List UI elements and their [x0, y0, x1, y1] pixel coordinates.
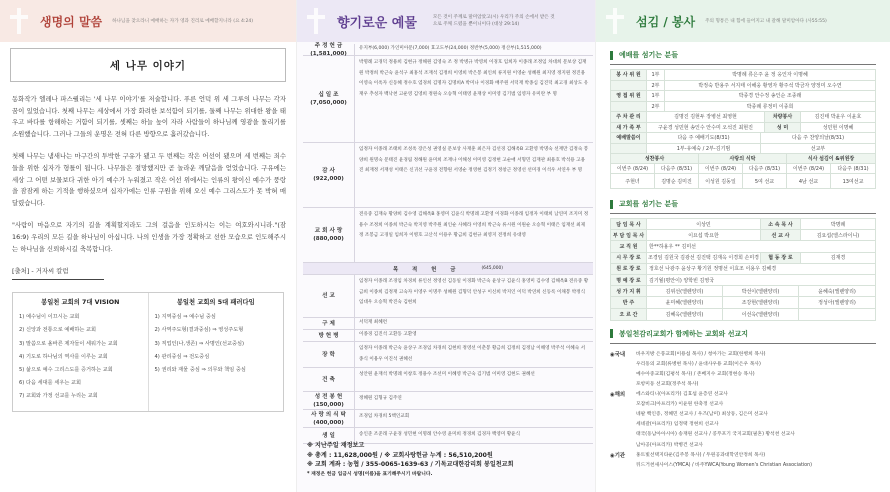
offering-row [303, 208, 593, 263]
church-section-label: 교회를 섬기는 분들 [619, 200, 678, 208]
church-row [611, 309, 875, 320]
vision-title: 봉일천 교회의 7대 VISION [41, 299, 120, 307]
mission-text: 바우지방 은풍교회(이용섭 목사) / 청아가는 교회(한병희 목사) [636, 351, 766, 357]
worship-cell [611, 144, 647, 154]
mission-list [610, 350, 876, 471]
section-marker [610, 51, 613, 60]
church-cell: 반 주 [611, 297, 647, 307]
service-header-verse: 주의 형통은 내 힘에 들어지고 내 갈해 말미암아다 (사55:55) [705, 18, 827, 24]
worship-cell: 1부 [647, 91, 665, 101]
worship-cell [611, 81, 647, 91]
church-cell: 한**하용우 ** 김미선 [649, 243, 696, 250]
mission-text: 뒤드거천새사이스(YMCA) / 바주YWCA(Young Women's Christian Association) [636, 462, 812, 468]
offering-row [303, 318, 593, 330]
divider [610, 343, 876, 344]
summary-line: ※ 지난주일 재정보고 [307, 442, 365, 449]
mission-offering-bar [303, 263, 593, 275]
vision-item: 4) 기도로 하나님의 역사를 이루는 교회 [19, 353, 108, 360]
mission-region: ◉기관 [610, 452, 626, 459]
sermon-paragraph: 첫째 나무는 냄새나는 마구간의 투박한 구유가 됐고 두 번째는 작은 어선이 됐으며 세 번째는 죄수들을 위한 십자가 형틀이 됩니다. 나무들은 절망했지만 곧 놀라운 깨달음을 얻었습니다. 구유에는 세상 그 어떤 보물보다 귀한 아기 예수가 누워졌고 작은 어선 위에서는 인류의 왕이신 예수가 풍랑을 잠잠케 하는 기적을 행하셨으며 십자가에는 인류 구원을 위해 오신 예수 그리스도가 못 박혀 매달렸습니다. [12, 152, 286, 207]
offering-table [303, 44, 593, 444]
service-date-cell: 다음주 (8/31) [655, 164, 699, 173]
offering-donors: 정혜원 김형규 김주연 [359, 396, 402, 401]
offering-header [297, 0, 595, 42]
mission-text: 포항미동 선교회(정주석 목사) [636, 381, 699, 387]
mission-item [610, 420, 876, 430]
sermon-paragraph: "사람이 마음으로 자기의 길을 계획할지라도 그의 걸음을 인도하시는 이는 여호와시니라."(잠 16:9) 우리의 모든 길을 하나님이 아십니다. 나의 인생을 가장 정확하고 선한 모습으로 인도해주시는 하나님을 신뢰하시길 축복합니다. [12, 221, 286, 253]
offering-category [303, 318, 355, 329]
worship-row [611, 112, 875, 123]
worship-cell: 박명례 류은주 윤 정 옹인자 이명혜 [732, 72, 808, 79]
worship-section-label: 예배를 섬기는 분들 [619, 51, 678, 59]
divider [12, 279, 104, 280]
mission-section-label: 봉일천감리교회가 함께하는 교회와 선교지 [619, 329, 749, 338]
offering-category [303, 56, 355, 142]
offering-category-name: 십 일 조 [318, 92, 339, 98]
offering-donors: 임정자 이종래 조태희 조성옥 장은성 권영실 문보상 사재훈 최은자 김선경 김해옥B 고환영 박명숙 선재만 김정숙 봉양희 원명숙 문태진 윤경림 정해원 윤미희 조재나 이해성 이미영 김정현 고순애 서형민 김재관 최용호 박석용 고용진 최재정 서재성 이태은 신귀선 구윤경 전향원 서영순 정영현 김정기 정창근 정영선 선미경 이석우 서연우 부 명 [359, 147, 589, 174]
section-marker [610, 200, 613, 209]
offering-header-verse: 모든 것이 주께로 말미암았고(시) 우리가 주의 손에서 받은 것으로 주께 드렸을 뿐이니이다 (대상 29:14) [432, 15, 555, 27]
offering-category-name: 성 전 봉 헌 [314, 393, 343, 400]
church-cell: 조강현(엘렌양리) [723, 297, 799, 307]
worship-section-title [610, 50, 890, 60]
offering-category-name: 건 축 [322, 376, 335, 383]
service-header-cell: 사랑의 식탁 [699, 154, 787, 163]
mission-region [610, 380, 636, 390]
sermon-header [0, 0, 296, 42]
worship-cell: 김명진 김현두 장병선 최영현 [647, 112, 765, 122]
mission-region [610, 360, 636, 370]
offering-category-amount: (1,581,000) [310, 50, 347, 57]
service-date-row [611, 164, 875, 174]
church-cell: 시 무 장 로 [611, 253, 647, 263]
offering-donors: 성안원 윤재석 박명례 이창호 정용수 조선미 이혜영 박근숙 김기범 이미영 김현도 권혜선 [359, 372, 535, 377]
paradigm-item: 5) 권리와 재물 중심 ⇒ 의무와 책임 중심 [154, 366, 246, 373]
offering-donors: 임정자 이종래 조경임 차경희 류인선 정영선 김동일 이경화 박근숙 윤상구 김윤식 홍영미 김수영 김해옥B 전유중 황금희 이종희 김정재 고숙자 이영우 이명주 성혜원 김형덕 안성구 이신희 박지인 이덕 박연희 신동록 이채봉 박정식 임대우 오승혁 박진숙 김현희 [359, 279, 589, 306]
church-section-title [610, 199, 890, 209]
worship-cell: 박정숙 반용주 서지태 이해웅 황영자 황주석 박금자 양정미 오수연 [698, 82, 842, 89]
divider [610, 213, 876, 214]
offering-category-amount: (150,000) [313, 401, 344, 408]
offering-donors: 유지부(6,000) 가인미아문(7,000) 효고도부(24,000) 정반부(5,000) 정산부(1,515,000) [359, 46, 542, 52]
church-cell [799, 309, 875, 320]
church-cell: 김위선(엘렌양리) [647, 286, 723, 296]
mission-item [610, 451, 876, 461]
church-cell: 김요섭(엘스라이니) [816, 232, 860, 239]
vision-item: 6) 다음 세대를 세우는 교회 [19, 380, 82, 387]
paradigm-item: 1) 지역중심 ⇒ 예수님 중심 [154, 314, 216, 321]
worship-cell: 다음 주 찬양의날(8/31) [791, 135, 845, 142]
mission-region [610, 441, 636, 451]
worship-row [611, 81, 875, 92]
service-date-cell: 다음주 (8/31) [837, 166, 869, 172]
offering-row [303, 56, 593, 143]
mission-region: ◉국내 [610, 351, 626, 358]
church-cell: 부 담 임 목 사 [611, 230, 647, 240]
paradigm-item: 3) 직업인(나,생존) ⇒ 사명인(선교중심) [154, 340, 245, 347]
mission-region [610, 461, 636, 471]
church-cell: 조경임 김원국 김광선 김진택 김재옥 이경희 손미경 [647, 253, 761, 263]
mission-region [610, 370, 636, 380]
paradigm-item: 4) 관리중심 ⇒ 전도중심 [154, 353, 210, 360]
church-cell: 박명례 [830, 221, 846, 228]
worship-cell: 2부 [647, 81, 665, 91]
worship-row [611, 91, 875, 102]
sermon-paragraph: 동화작가 엘레나 파스퀄리는 '세 나무 이야기'를 저술합니다. 푸른 언덕 위 세 그루의 나무는 각자 꿈이 있었습니다. 첫째 나무는 세상에서 가장 화려한 보석함이 되기를, 둘째 나무는 위대한 왕을 태우고 바다를 항해하는 거함이 되기를, 셋째는 하늘 높이 자라 사람들이 하나님께 영광을 돌리기를 소원했습니다. 그러나 그들의 운명은 전혀 다른 방향으로 흘러갔습니다. [12, 95, 286, 138]
offering-category-amount: (880,000) [313, 236, 344, 242]
vision-box [12, 292, 284, 412]
offering-row [303, 392, 593, 410]
church-cell: 성 가 지 휘 [611, 286, 647, 296]
worship-cell: 선교부 [810, 145, 826, 152]
service-name-cell: 주현녀 [611, 174, 655, 188]
offering-category-name: 구 제 [322, 320, 335, 327]
service-name-cell: 4남 선교 [787, 174, 831, 188]
offering-category [303, 275, 355, 317]
mission-item [610, 400, 876, 410]
service-header-title: 섬김 / 봉사 [636, 14, 696, 29]
church-row [611, 297, 875, 308]
mission-text: 모잠비크(아프리카) 이윤원 한축정 선교사 [636, 402, 724, 408]
worship-cell: 주 차 관 리 [611, 112, 647, 122]
offering-category [303, 392, 355, 409]
mission-text: 홍트빛선택지타운(김주봉 목사) / 두원공과대학연안정희 목사) [636, 452, 766, 458]
offering-category [303, 208, 355, 262]
sermon-header-verse: 하나님을 찾으라니 예배하는 자가 영과 진리로 예배할지니라 (요 4:24) [112, 18, 254, 24]
mission-region: ◉해외 [610, 392, 626, 399]
offering-header-title: 향기로운 예물 [337, 15, 417, 31]
service-date-cell: 이번주 (8/24) [699, 164, 743, 173]
service-name-cell: 13여선교 [842, 178, 864, 185]
offering-donors: 전유중 김재숙 황양희 김수영 김해옥B 홍영미 김윤식 박명례 고환영 이경화 이종래 임정자 이태희 남연미 조지미 정용수 조정희 이종희 박근숙 박지영 박주원 최인순 사혜라 이영희 박근숙 류시원 이원순 오승혁 이태은 임재선 최제정 조봉금 고경일 임희자 이병호 고산석 이용우 황금희 김현규 최영지 전정희 유대영 [359, 212, 589, 239]
service-column [595, 0, 890, 492]
service-header-cell: 식사 섬김이 &위원장 [787, 154, 875, 163]
mission-item [610, 370, 876, 380]
church-row [611, 230, 875, 241]
worship-cell: 박종례 류정미 이종희 [746, 103, 794, 110]
summary-note: * 재정은 헌금 입금시 성명(이름)을 표기해주시기 바랍니다. [307, 471, 433, 477]
church-row [611, 241, 875, 252]
mission-text: 태국(동남아아시아) 송재원 선교사 / 콩푸포기 국지교회(필혼) 황석천 선교사 [636, 432, 795, 438]
church-row [611, 219, 875, 230]
sermon-column [0, 0, 296, 492]
mission-text: 네팔 백인증, 정혜민 선교사 / 우즈(남미) 최상동, 김은미 선교사 [636, 412, 768, 418]
worship-cell: 성 미 [765, 123, 801, 133]
vision-item: 2) 신앙과 전통으로 예배하는 교회 [19, 327, 97, 334]
mission-item [610, 441, 876, 451]
offering-category [303, 342, 355, 367]
mission-offering-label: 목 적 헌 금 [392, 266, 462, 273]
mission-text: 에스와티니(아프리카) 김효섭 윤층연 선교사 [636, 392, 728, 398]
church-cell: 정호선 나광주 윤상구 황기원 정명선 이효조 이용우 김혜경 [649, 266, 777, 273]
paradigm-item: 2) 사역주도형(결과중심) ⇒ 영성주도형 [154, 327, 244, 334]
offering-row [303, 342, 593, 368]
church-cell: 이선옥(엘렌양리) [723, 309, 799, 320]
worship-cell: 1부 [647, 70, 665, 80]
offering-category-amount: (7,050,000) [310, 100, 347, 106]
church-cell: 선 교 사 [761, 230, 801, 240]
church-cell: 명 예 장 로 [611, 275, 647, 285]
church-cell: 윤혜숙(엘렌양리) [818, 288, 856, 295]
offering-donors: 송인준 조준래 구윤경 성민현 이명례 안수영 윤미희 정경희 김경자 백영미 황윤식 [359, 432, 521, 437]
mission-region [610, 410, 636, 420]
offering-category-name: 방 헌 병 [318, 332, 339, 339]
worship-cell: 새 가 족 부 [611, 123, 647, 133]
offering-row [303, 410, 593, 428]
mission-text: 세네갈(아프리카) 임정택 정현희 선교사 [636, 422, 719, 428]
cross-icon [604, 6, 626, 36]
service-date-cell: 다음주 (8/31) [743, 164, 787, 173]
church-cell: 김재경 [830, 255, 846, 262]
cross-icon [305, 6, 327, 36]
paradigm-list [148, 293, 284, 411]
offering-category [303, 143, 355, 207]
worship-cell: 예배말씀이 [611, 133, 647, 143]
vision-item: 7) 교회와 가정 선교를 누리는 교회 [19, 393, 98, 400]
worship-row [611, 102, 875, 113]
mission-item [610, 461, 876, 471]
church-cell: 박선이(엘렌양리) [723, 286, 799, 296]
vision-item: 5) 삶으로 예수 그리스도를 증거하는 교회 [19, 366, 113, 373]
sermon-source: [출처] - 거자씨 칼럼 [12, 267, 69, 276]
mission-text: 우리동의 교회(류병현 목사) / 윤대사우용 교회(이은우 목사) [636, 361, 761, 367]
vision-item: 1) 예수님이 이끄시는 교회 [19, 314, 80, 321]
service-name-cell: 이성원 김동일 [699, 174, 743, 188]
church-cell: 이상민 [647, 219, 761, 229]
worship-row [611, 123, 875, 134]
church-row [611, 275, 875, 286]
offering-category-amount: (400,000) [313, 419, 344, 426]
service-header-cell: 성찬봉사 [611, 154, 699, 163]
offering-donors: 임정자 이종래 박근숙 윤상구 조경임 차경희 김현희 정영선 이춘봉 황금희 김정희 김정남 이해영 박주석 이혜숙 서종식 이용우 이진석 권혜선 [359, 346, 586, 362]
church-cell: 김기월(평안이) 양학빈 김영국 [649, 277, 715, 284]
church-cell: 윤미혜(엘렌양리) [647, 297, 723, 307]
church-row [611, 286, 875, 297]
church-cell: 협 동 장 로 [761, 253, 801, 263]
offering-category-name: 장 학 [322, 351, 335, 358]
offering-category-name: 선 교 [322, 293, 335, 299]
church-cell: 교 직 원 [611, 241, 647, 251]
offering-row [303, 44, 593, 56]
mission-item [610, 390, 876, 400]
mission-text: 남아공(아프리카) 박병건 선교사 [636, 442, 704, 448]
offering-category-name: 주 정 헌 금 [314, 42, 343, 49]
sermon-body [0, 82, 296, 255]
worship-cell: 다음 주 예배기도(8/31) [647, 133, 761, 143]
mission-offering-amount: (645,000) [481, 266, 504, 271]
offering-row [303, 143, 593, 208]
church-cell: 오 르 간 [611, 309, 647, 320]
summary-line: ※ 교회 계좌 : 농협 / 355-0065-1639-63 / 기독교대한감리회 봉일천교회 [307, 461, 514, 469]
worship-cell: 2부 [647, 102, 665, 112]
service-date-cell: 이번주 (8/24) [611, 164, 655, 173]
sermon-title-box [10, 48, 286, 82]
vision-list [13, 293, 148, 411]
church-table [610, 218, 876, 321]
church-cell: 소 속 목 사 [761, 219, 801, 229]
service-name-cell: 김명순 김미진 [655, 174, 699, 188]
worship-cell: 차량봉사 [765, 112, 801, 122]
offering-row [303, 275, 593, 318]
service-date-cell: 이번주 (8/24) [787, 164, 831, 173]
worship-cell: 성민현 이명혜 [822, 124, 854, 131]
service-header [596, 0, 890, 42]
mission-item [610, 410, 876, 420]
offering-category-name: 교 회 사 랑 [314, 228, 343, 234]
worship-table [610, 69, 876, 189]
worship-cell: 영 접 위 원 [611, 91, 647, 101]
worship-cell: 박종경 안수정 송인순 조종래 [738, 93, 802, 100]
offering-category [303, 44, 355, 55]
church-cell: 김혜옥(엘렌양리) [647, 309, 723, 320]
worship-row [611, 133, 875, 144]
worship-cell: 구윤경 성민현 송인수 안수미 오석진 최현진 [647, 123, 765, 133]
mission-item [610, 380, 876, 390]
offering-row [303, 368, 593, 392]
mission-region [610, 400, 636, 410]
church-cell: 정성아(엘렌양리) [818, 299, 856, 306]
offering-category [303, 368, 355, 391]
mission-region [610, 430, 636, 440]
mission-item [610, 430, 876, 440]
worship-cell: 봉 사 위 원 [611, 70, 647, 80]
sermon-header-title: 생명의 말씀 [40, 14, 103, 29]
offering-donors: 조경임 차경희 5핵인교회 [359, 414, 410, 419]
vision-item: 3) 말씀으로 올바른 제자들이 세워가는 교회 [19, 340, 118, 347]
offering-column [296, 0, 595, 492]
paradigm-title: 봉일천 교회의 5대 패러다임 [176, 299, 255, 307]
offering-category [303, 330, 355, 341]
finance-summary [307, 441, 587, 479]
offering-donors: 박명례 고경덕 정용희 김현규 정해원 김영숙 조 정 박병규 박영희 이경호 임희자 이종래 조정임 차대희 문보상 김재원 박정희 박근숙 윤석구 최홍석 조재석 김정희 이영희 박은봉 최인희 류지원 이영순 성혜원 최지영 정지원 정진용 이영숙 이옥자 신동혜 정수호 염경희 김명자 김명희A 박미나 이경화 배주원 서덕재 박종심 김진덕 최고경 최상도 유재우 추성자 백낙천 고운영 김영희 정원숙 오승혁 이태영 윤재상 이미영 김기범 임영자 유미란 부 명 [359, 60, 589, 98]
section-marker [610, 329, 613, 338]
church-row [611, 253, 875, 264]
church-cell: 이요섭 박요한 [647, 230, 761, 240]
offering-donors: 이종경 김진석 고환동 고환영 [359, 332, 417, 338]
worship-row [611, 70, 875, 81]
mission-item [610, 350, 876, 360]
offering-category [303, 410, 355, 427]
offering-donors: 서덕재 최혜련 [359, 320, 388, 326]
mission-text: 예수아중교회(김평석 목사) / 존베지수 교회(정현승 목사) [636, 371, 755, 377]
offering-category-amount: (922,000) [313, 176, 344, 182]
mission-section-title [610, 329, 890, 339]
church-cell: 담 임 목 사 [611, 219, 647, 229]
worship-cell: 김진태 박윤우 이윤호 [814, 114, 862, 121]
worship-cell: 1부-유예숙 / 2부-김기범 [647, 144, 761, 154]
offering-row [303, 330, 593, 342]
summary-line: ※ 총계 : 11,628,000원 / ※ 교회사랑헌금 누계 : 56,510,200원 [307, 451, 493, 459]
mission-item [610, 360, 876, 370]
offering-category-name: 감 사 [322, 168, 335, 174]
worship-cell [611, 102, 647, 112]
offering-category-name: 사 랑 의 식 탁 [311, 411, 346, 418]
cross-icon [8, 6, 30, 36]
service-name-cell: 5여 선교 [743, 174, 787, 188]
sermon-title: 세 나무 이야기 [109, 59, 187, 72]
service-header-row [611, 154, 875, 164]
divider [610, 64, 876, 65]
mission-region [610, 420, 636, 430]
offering-category-name: 생 일 [322, 432, 335, 439]
church-row [611, 264, 875, 275]
service-name-row [611, 174, 875, 188]
worship-row [611, 144, 875, 155]
church-cell: 원 로 장 로 [611, 264, 647, 274]
